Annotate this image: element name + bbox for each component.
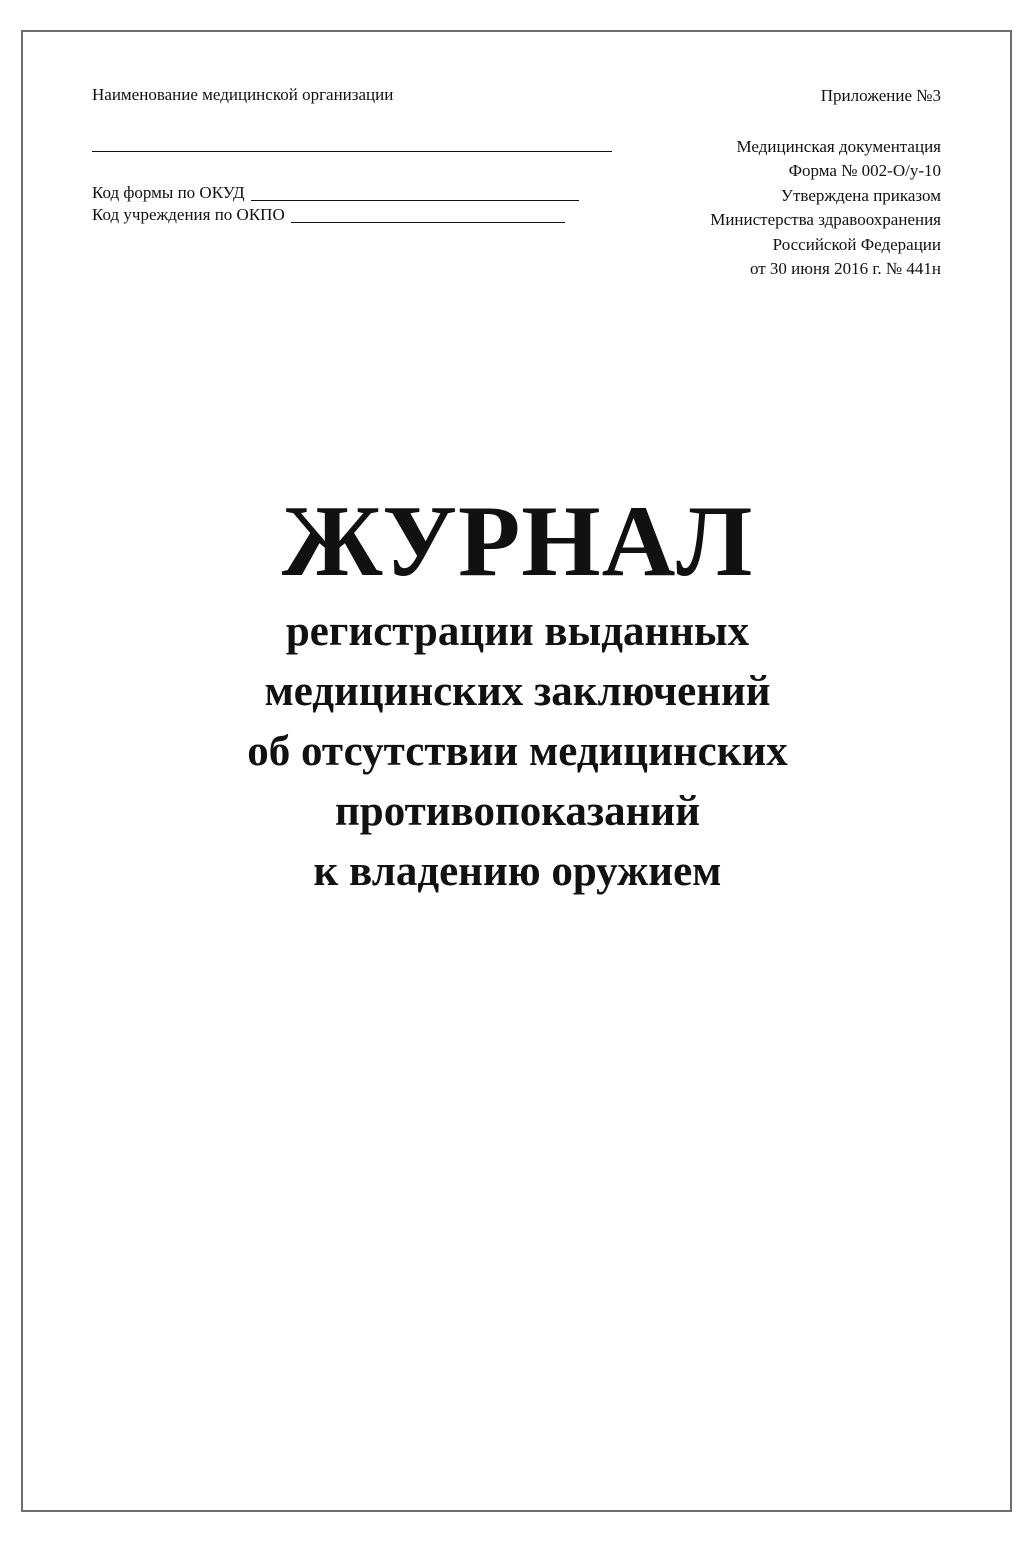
okud-code-label: Код формы по ОКУД [92,183,245,202]
form-info-line: от 30 июня 2016 г. № 441н [749,259,941,278]
document-subtitle-line: регистрации выданных [285,608,750,655]
organization-name-line [92,151,612,152]
okpo-code-line [291,206,565,223]
document-subtitle-line: противопоказаний [335,788,700,835]
form-info-line: Форма № 002-О/у-10 [788,161,941,180]
form-info-line: Медицинская документация [736,136,941,156]
document-title: ЖУРНАЛ [281,485,754,598]
header-right [621,84,941,282]
document-subtitle-line: об отсутствии медицинских [247,728,788,775]
title-block [0,482,1035,902]
okpo-code-label: Код учреждения по ОКПО [92,205,285,224]
document-subtitle-line: к владению оружием [313,848,722,895]
header-left [92,84,617,226]
okpo-code-row [92,204,617,226]
form-info-line: Российской Федерации [772,234,941,254]
document-subtitle-line: медицинских заключений [264,668,771,715]
form-info-line: Министерства здравоохранения [710,210,941,229]
organization-name-label: Наименование медицинской организации [92,85,394,104]
okud-code-row [92,182,617,204]
okud-code-line [251,184,579,201]
appendix-label: Приложение №3 [820,86,941,105]
form-info-line: Утверждена приказом [780,185,941,205]
